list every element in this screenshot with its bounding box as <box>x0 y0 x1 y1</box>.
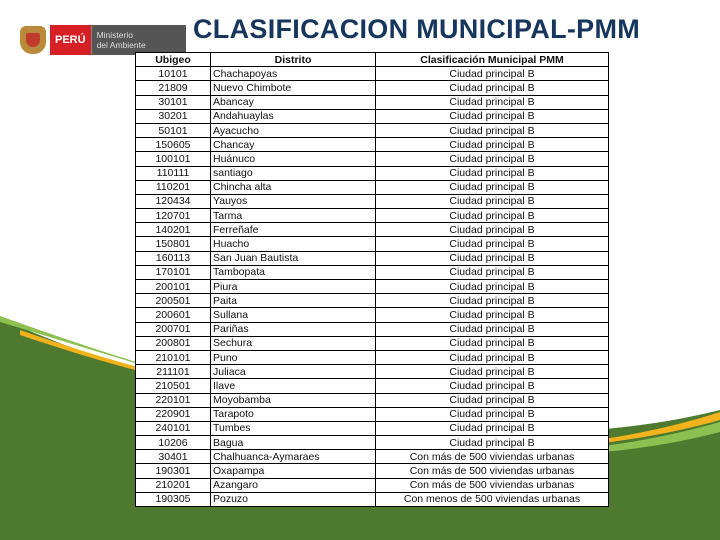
distrito-cell: Chachapoyas <box>211 67 376 81</box>
table-row <box>136 365 609 379</box>
column-header-ubigeo: Ubigeo <box>136 53 211 67</box>
ubigeo-cell: 120701 <box>136 209 211 223</box>
table-row <box>136 407 609 421</box>
distrito-cell: Ferreñafe <box>211 223 376 237</box>
distrito-cell: Bagua <box>211 436 376 450</box>
table-row <box>136 109 609 123</box>
table-row <box>136 450 609 464</box>
clasificacion-cell: Ciudad principal B <box>376 421 609 435</box>
table-row <box>136 322 609 336</box>
table-row <box>136 393 609 407</box>
distrito-cell: Tumbes <box>211 421 376 435</box>
ubigeo-cell: 211101 <box>136 365 211 379</box>
clasificacion-cell: Ciudad principal B <box>376 365 609 379</box>
distrito-cell: Pozuzo <box>211 492 376 506</box>
clasificacion-cell: Ciudad principal B <box>376 265 609 279</box>
distrito-cell: Huacho <box>211 237 376 251</box>
column-header-distrito: Distrito <box>211 53 376 67</box>
clasificacion-cell: Ciudad principal B <box>376 280 609 294</box>
table-row <box>136 464 609 478</box>
ubigeo-cell: 100101 <box>136 152 211 166</box>
clasificacion-cell: Ciudad principal B <box>376 166 609 180</box>
column-header-clasificacion: Clasificación Municipal PMM <box>376 53 609 67</box>
ubigeo-cell: 10206 <box>136 436 211 450</box>
distrito-cell: Sullana <box>211 308 376 322</box>
table-row <box>136 166 609 180</box>
clasificacion-cell: Con más de 500 viviendas urbanas <box>376 464 609 478</box>
clasificacion-cell: Ciudad principal B <box>376 209 609 223</box>
ubigeo-cell: 200101 <box>136 280 211 294</box>
ministry-logo <box>20 25 186 55</box>
distrito-cell: Nuevo Chimbote <box>211 81 376 95</box>
table-row <box>136 308 609 322</box>
clasificacion-cell: Ciudad principal B <box>376 109 609 123</box>
logo-ministry <box>91 25 186 55</box>
page-title: CLASIFICACION MUNICIPAL-PMM <box>193 14 641 44</box>
distrito-cell: Paita <box>211 294 376 308</box>
table-row <box>136 123 609 137</box>
ubigeo-cell: 210201 <box>136 478 211 492</box>
table-row <box>136 379 609 393</box>
ubigeo-cell: 200601 <box>136 308 211 322</box>
clasificacion-cell: Ciudad principal B <box>376 407 609 421</box>
table-header-row <box>136 53 609 67</box>
clasificacion-cell: Ciudad principal B <box>376 223 609 237</box>
ubigeo-cell: 120434 <box>136 194 211 208</box>
clasificacion-cell: Con menos de 500 viviendas urbanas <box>376 492 609 506</box>
distrito-cell: Tarma <box>211 209 376 223</box>
ubigeo-cell: 110111 <box>136 166 211 180</box>
clasificacion-cell: Ciudad principal B <box>376 81 609 95</box>
clasificacion-cell: Ciudad principal B <box>376 180 609 194</box>
table-row <box>136 492 609 506</box>
clasificacion-cell: Ciudad principal B <box>376 67 609 81</box>
distrito-cell: Chancay <box>211 138 376 152</box>
table-row <box>136 209 609 223</box>
clasificacion-cell: Ciudad principal B <box>376 379 609 393</box>
ubigeo-cell: 200801 <box>136 336 211 350</box>
clasificacion-cell: Ciudad principal B <box>376 237 609 251</box>
ubigeo-cell: 110201 <box>136 180 211 194</box>
table-row <box>136 67 609 81</box>
clasificacion-cell: Ciudad principal B <box>376 123 609 137</box>
distrito-cell: Yauyos <box>211 194 376 208</box>
clasificacion-cell: Ciudad principal B <box>376 95 609 109</box>
ubigeo-cell: 220901 <box>136 407 211 421</box>
logo-ministry-line1: Ministerio <box>96 30 133 40</box>
ubigeo-cell: 10101 <box>136 67 211 81</box>
table-row <box>136 194 609 208</box>
table-row <box>136 478 609 492</box>
clasificacion-cell: Ciudad principal B <box>376 308 609 322</box>
table-row <box>136 336 609 350</box>
table-row <box>136 95 609 109</box>
distrito-cell: Chalhuanca-Aymaraes <box>211 450 376 464</box>
clasificacion-cell: Ciudad principal B <box>376 194 609 208</box>
distrito-cell: Pariñas <box>211 322 376 336</box>
clasificacion-cell: Ciudad principal B <box>376 350 609 364</box>
ubigeo-cell: 30401 <box>136 450 211 464</box>
distrito-cell: Tambopata <box>211 265 376 279</box>
distrito-cell: Abancay <box>211 95 376 109</box>
ubigeo-cell: 200701 <box>136 322 211 336</box>
distrito-cell: Andahuaylas <box>211 109 376 123</box>
clasificacion-cell: Con más de 500 viviendas urbanas <box>376 478 609 492</box>
table-row <box>136 265 609 279</box>
ubigeo-cell: 190301 <box>136 464 211 478</box>
ubigeo-cell: 210501 <box>136 379 211 393</box>
clasificacion-cell: Ciudad principal B <box>376 138 609 152</box>
table-row <box>136 294 609 308</box>
ubigeo-cell: 200501 <box>136 294 211 308</box>
table-row <box>136 350 609 364</box>
clasificacion-cell: Ciudad principal B <box>376 322 609 336</box>
distrito-cell: Chincha alta <box>211 180 376 194</box>
distrito-cell: Huánuco <box>211 152 376 166</box>
distrito-cell: Tarapoto <box>211 407 376 421</box>
clasificacion-cell: Ciudad principal B <box>376 294 609 308</box>
distrito-cell: Sechura <box>211 336 376 350</box>
table-row <box>136 280 609 294</box>
table-row <box>136 152 609 166</box>
table-row <box>136 81 609 95</box>
table-row <box>136 421 609 435</box>
distrito-cell: Puno <box>211 350 376 364</box>
ubigeo-cell: 140201 <box>136 223 211 237</box>
classification-table <box>135 52 609 507</box>
ubigeo-cell: 150605 <box>136 138 211 152</box>
ubigeo-cell: 150801 <box>136 237 211 251</box>
ubigeo-cell: 240101 <box>136 421 211 435</box>
ubigeo-cell: 190305 <box>136 492 211 506</box>
distrito-cell: santiago <box>211 166 376 180</box>
coat-of-arms-icon <box>20 26 46 54</box>
ubigeo-cell: 50101 <box>136 123 211 137</box>
table-row <box>136 436 609 450</box>
clasificacion-cell: Ciudad principal B <box>376 251 609 265</box>
clasificacion-cell: Con más de 500 viviendas urbanas <box>376 450 609 464</box>
distrito-cell: Ilave <box>211 379 376 393</box>
logo-country: PERÚ <box>50 25 91 55</box>
table-row <box>136 180 609 194</box>
ubigeo-cell: 21809 <box>136 81 211 95</box>
ubigeo-cell: 30101 <box>136 95 211 109</box>
ubigeo-cell: 160113 <box>136 251 211 265</box>
ubigeo-cell: 30201 <box>136 109 211 123</box>
logo-ministry-line2: del Ambiente <box>96 40 146 50</box>
distrito-cell: Ayacucho <box>211 123 376 137</box>
table-row <box>136 223 609 237</box>
clasificacion-cell: Ciudad principal B <box>376 393 609 407</box>
distrito-cell: Piura <box>211 280 376 294</box>
distrito-cell: Oxapampa <box>211 464 376 478</box>
ubigeo-cell: 170101 <box>136 265 211 279</box>
distrito-cell: San Juan Bautista <box>211 251 376 265</box>
distrito-cell: Azangaro <box>211 478 376 492</box>
table-row <box>136 251 609 265</box>
table-row <box>136 138 609 152</box>
table-row <box>136 237 609 251</box>
clasificacion-cell: Ciudad principal B <box>376 336 609 350</box>
distrito-cell: Juliaca <box>211 365 376 379</box>
clasificacion-cell: Ciudad principal B <box>376 436 609 450</box>
ubigeo-cell: 220101 <box>136 393 211 407</box>
ubigeo-cell: 210101 <box>136 350 211 364</box>
clasificacion-cell: Ciudad principal B <box>376 152 609 166</box>
distrito-cell: Moyobamba <box>211 393 376 407</box>
